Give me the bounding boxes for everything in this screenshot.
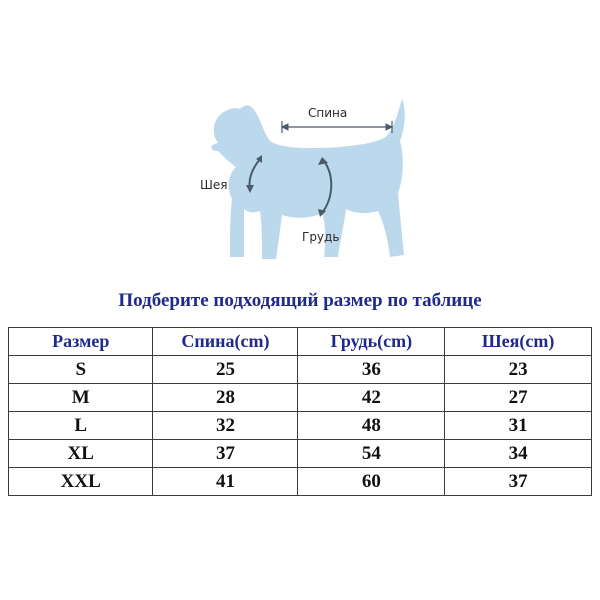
cell-chest: 36 [298,356,445,384]
header-size: Размер [9,328,153,356]
header-chest: Грудь(cm) [298,328,445,356]
cell-back: 25 [153,356,298,384]
cell-size: XL [9,440,153,468]
chest-label: Грудь [302,230,340,244]
cell-chest: 42 [298,384,445,412]
cell-size: XXL [9,468,153,496]
cell-neck: 27 [445,384,592,412]
cell-chest: 48 [298,412,445,440]
cell-neck: 34 [445,440,592,468]
cell-size: S [9,356,153,384]
back-label: Спина [308,106,348,120]
cell-size: L [9,412,153,440]
cell-chest: 54 [298,440,445,468]
table-row [9,468,592,496]
cell-back: 28 [153,384,298,412]
header-neck: Шея(cm) [445,328,592,356]
table-header-row [9,328,592,356]
cell-back: 32 [153,412,298,440]
table-row [9,384,592,412]
size-table [8,327,592,496]
cell-size: M [9,384,153,412]
neck-label: Шея [200,178,228,192]
cell-neck: 31 [445,412,592,440]
back-arrow [282,121,392,133]
dog-measurement-diagram [190,85,430,285]
cell-neck: 23 [445,356,592,384]
size-table-heading: Подберите подходящий размер по таблице [118,290,482,311]
table-row [9,356,592,384]
cell-neck: 37 [445,468,592,496]
header-back: Спина(cm) [153,328,298,356]
cell-back: 37 [153,440,298,468]
cell-back: 41 [153,468,298,496]
table-row [9,412,592,440]
table-row [9,440,592,468]
cell-chest: 60 [298,468,445,496]
